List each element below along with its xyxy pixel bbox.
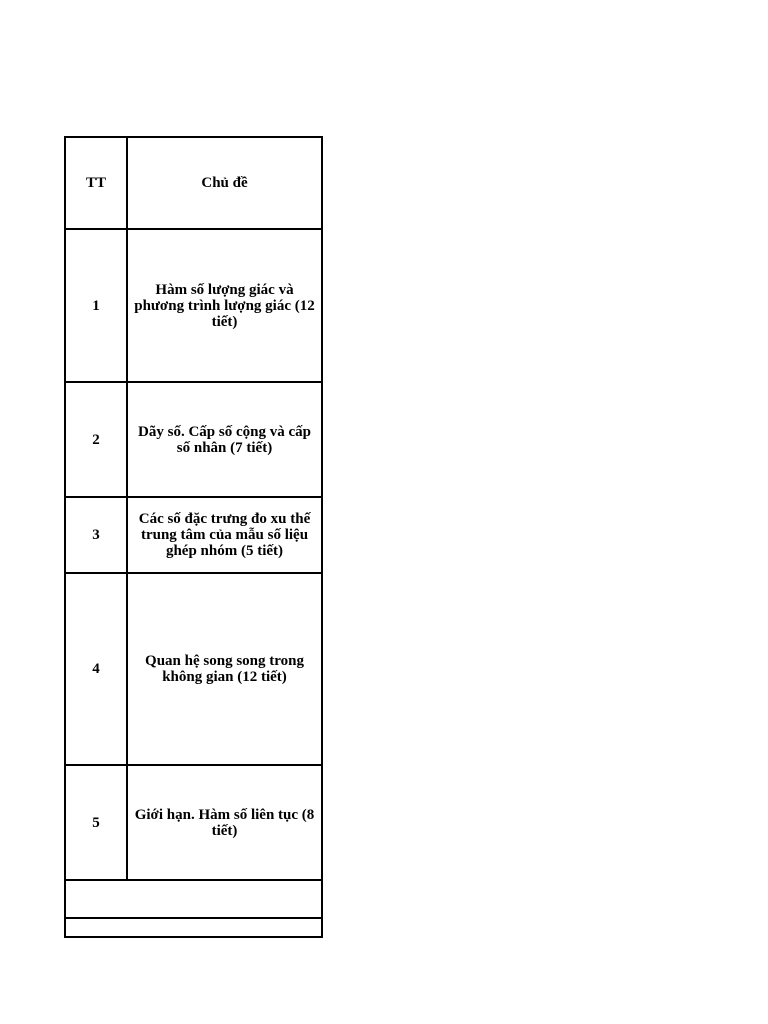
row-3-tt: 3 [92,527,100,543]
row-1-topic: Hàm số lượng giác và phương trình lượng giác (12 tiết) [134,281,315,330]
footer-row-empty [66,881,321,917]
topic-table [64,136,323,938]
row-3-topic: Các số đặc trưng đo xu thế trung tâm của mẫu số liệu ghép nhóm (5 tiết) [138,511,311,559]
table-border-bottom [64,936,323,938]
row-2-tt: 2 [92,431,100,448]
row-5-tt: 5 [92,814,100,831]
footer-row-empty [66,919,321,936]
row-1-tt: 1 [92,297,100,314]
header-tt: TT [85,175,106,191]
row-5-topic: Giới hạn. Hàm số liên tục (8 tiết) [134,806,315,839]
row-2-topic: Dãy số. Cấp số cộng và cấp số nhân (7 tiết) [138,423,311,456]
row-4-topic: Quan hệ song song trong không gian (12 tiết) [145,653,304,685]
row-4-tt: 4 [92,661,100,677]
table-border-right [321,136,323,938]
header-topic: Chủ đề [201,175,248,191]
